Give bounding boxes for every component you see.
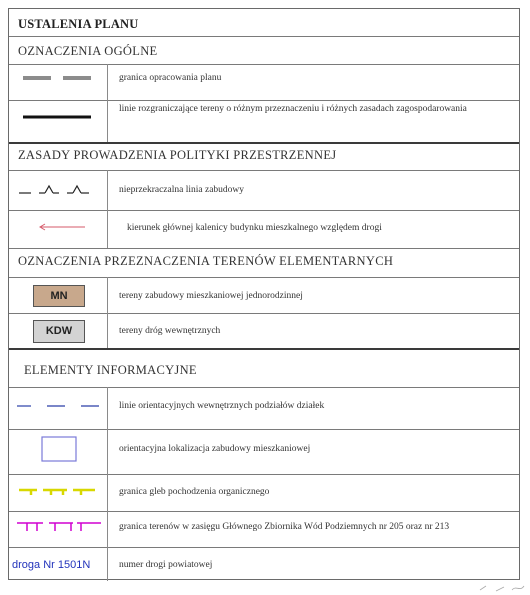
ridge-direction-arrow-icon <box>37 222 87 232</box>
divider <box>9 170 519 171</box>
plot-division-symbol <box>15 403 101 409</box>
column-divider <box>107 170 108 210</box>
gzwp-boundary-symbol <box>15 519 101 533</box>
plan-boundary-label: granica opracowania planu <box>119 73 222 83</box>
divider <box>9 36 519 37</box>
divider <box>9 142 519 144</box>
divider <box>9 210 519 211</box>
dividing-line-symbol <box>21 113 93 121</box>
divider <box>9 313 519 314</box>
gzwp-label: granica terenów w zasięgu Głównego Zbiornika Wód Podziemnych nr 205 oraz nr 213 <box>119 522 450 532</box>
divider <box>9 511 519 512</box>
column-divider <box>107 474 108 511</box>
column-divider <box>107 511 108 547</box>
divider <box>9 474 519 475</box>
column-divider <box>107 429 108 474</box>
organic-soil-symbol <box>17 485 97 497</box>
building-line-symbol <box>17 181 101 197</box>
column-divider <box>107 313 108 348</box>
margin-scribble <box>478 582 526 594</box>
ridge-direction-label: kierunek głównej kalenicy budynku mieszkalnego względem drogi <box>127 223 382 233</box>
road-number-symbol: droga Nr 1501N <box>12 559 91 571</box>
column-divider <box>107 210 108 248</box>
dividing-lines-label: linie rozgraniczające tereny o różnym przeznaczeniu i różnych zasadach zagospodarowania <box>119 104 467 114</box>
mn-label: tereny zabudowy mieszkaniowej jednorodzinnej <box>119 291 303 301</box>
building-line-label: nieprzekraczalna linia zabudowy <box>119 185 245 195</box>
organic-soil-label: granica gleb pochodzenia organicznego <box>119 487 270 497</box>
column-divider <box>107 100 108 142</box>
divider <box>9 348 519 350</box>
column-divider <box>107 547 108 581</box>
section-terrain: OZNACZENIA PRZEZNACZENIA TERENÓW ELEMENTARNYCH <box>18 254 394 268</box>
divider <box>9 64 519 65</box>
divider <box>9 248 519 249</box>
mn-symbol-box: MN <box>33 285 85 307</box>
column-divider <box>107 277 108 313</box>
divider <box>9 387 519 388</box>
legend-title: USTALENIA PLANU <box>18 17 139 31</box>
section-info: ELEMENTY INFORMACYJNE <box>24 363 197 377</box>
column-divider <box>107 387 108 429</box>
road-number-label: numer drogi powiatowej <box>119 560 213 570</box>
divider <box>9 277 519 278</box>
kdw-label: tereny dróg wewnętrznych <box>119 326 221 336</box>
divider <box>9 429 519 430</box>
plan-boundary-symbol <box>21 73 91 83</box>
column-divider <box>107 64 108 100</box>
divider <box>9 100 519 101</box>
kdw-symbol-box: KDW <box>33 320 85 343</box>
housing-location-label: orientacyjna lokalizacja zabudowy mieszkaniowej <box>119 444 311 454</box>
divider <box>9 547 519 548</box>
plot-division-label: linie orientacyjnych wewnętrznych podziałów działek <box>119 401 325 411</box>
section-general: OZNACZENIA OGÓLNE <box>18 44 158 58</box>
section-policy: ZASADY PROWADZENIA POLITYKI PRZESTRZENNEJ <box>18 148 337 162</box>
housing-location-symbol <box>41 436 77 462</box>
legend-table <box>8 8 520 580</box>
